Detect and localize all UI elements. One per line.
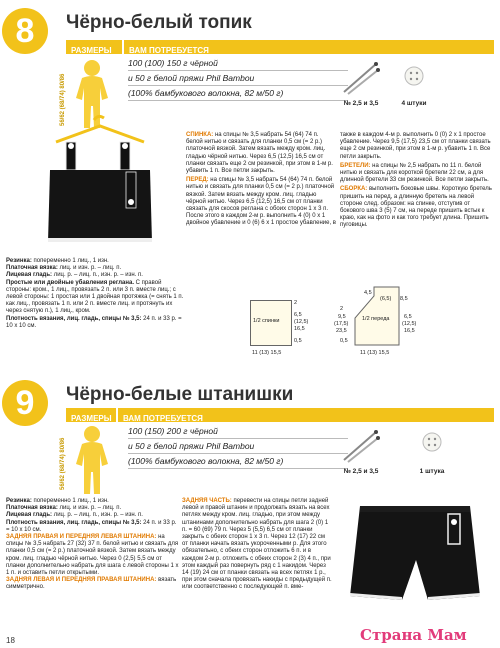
- material-line: 100 (100) 150 г чёрной: [128, 56, 348, 71]
- sizes-bar-9: [66, 408, 116, 422]
- front-bottom: 11 (13) 15,5: [360, 350, 390, 356]
- sizes-label-8: РАЗМЕРЫ: [71, 46, 112, 55]
- section-title-8: Чёрно-белый топик: [66, 12, 252, 33]
- buttons-caption-8: 4 штуки: [401, 100, 427, 107]
- sizes-side-label-9: 56/62 (68/74) 80/86: [60, 437, 66, 490]
- front-top-val: 4,5: [364, 290, 372, 296]
- front-right-val: (12,5): [402, 321, 417, 327]
- schematic-8: [250, 286, 430, 366]
- back-val: 6,5: [294, 312, 302, 318]
- child-silhouette-icon: [64, 424, 114, 496]
- paragraph: также в каждом 4-м р. выполнить 0 (0) 2 х 1 простое убавление. Через 9,5 (17,5) 23,5 см от планки связать еще 2 см резинкой, при этом в 1-м р. убавить 1 п. Все петли закрыть.: [340, 132, 491, 160]
- back-val: 0,5: [294, 338, 302, 344]
- knitting-needles-icon: [340, 60, 380, 96]
- spec-line: Плотность вязания, лиц. гладь, спицы № 3,5: 24 п. и 33 р. = 10 х 10 см.: [6, 519, 177, 533]
- section-title-9: Чёрно-белые штанишки: [66, 384, 294, 405]
- material-line: (100% бамбукового волокна, 82 м/50 г): [128, 454, 348, 469]
- back-val: (12,5): [294, 319, 309, 325]
- spec-line: Платочная вязка: лиц. и изн. р. – лиц. п.: [6, 505, 122, 512]
- front-top-val: (6,5): [380, 296, 392, 302]
- material-line: и 50 г белой пряжи Phil Bambou: [128, 439, 348, 454]
- spec-line: Простые или двойные убавления реглана. С правой стороны: кром., 1 лиц., провязать 2 п. или 3 п. вместе лиц.; с левой стороны: 1 простая или 1 двойная протяжка (= снять 1 п. как лиц., провязать 1 п. или 2 п. вместе лиц. и протянуть их через снятую п.), 1 лиц., кром.: [6, 279, 184, 315]
- paragraph: ЗАДНЯЯ ЛЕВАЯ И ПЕРЕДНЯЯ ПРАВАЯ ШТАНИНА: вязать симметрично.: [6, 577, 177, 591]
- right-column-8: [340, 132, 494, 230]
- section-number-8: 8: [2, 8, 48, 54]
- back-schema-label: 1/2 спинки: [253, 318, 280, 324]
- paragraph: БРЕТЕЛИ: на спицы № 2,5 набрать по 11 п. белой нитью и связать для короткой бретели 22 см, а для длинной бретели 33 см резинкой. Все петли закрыть.: [340, 162, 489, 184]
- front-side-val: 0,5: [340, 338, 348, 344]
- spec-line: Резинка: попеременно 1 лиц., 1 изн.: [6, 498, 109, 504]
- need-label-9: ВАМ ПОТРЕБУЕТСЯ: [123, 414, 203, 423]
- material-line: и 50 г белой пряжи Phil Bambou: [128, 71, 348, 86]
- paragraph: ЗАДНЯЯ ПРАВАЯ И ПЕРЕДНЯЯ ЛЕВАЯ ШТАНИНА: на спицы № 3,5 набрать 27 (32) 37 п. белой нитью и связать для планки 0,5 см (= 2 р.) платочной вязкой. Затем вязать между кром. лиц. гладью чёрной нитью. Через 0 (2,5) 5,5 см от планки дополнительно набрать для шага с левой стороны 1 х 1 п. и оставить петли открытыми.: [6, 534, 179, 577]
- paragraph: ПЕРЕД: на спицы № 3,5 набрать 54 (64) 74 п. белой нитью и связать для планки 0,5 см (= 2 р.) платочной вязкой. Затем вязать между кром. лиц. гладью чёрной нитью. Через 6,5 (12,5) 16,5 см от планки связать для скосов реглана с обоих сторон 1 х 3 п. После этого в каждом 2-м р. выполнить 4 (0) 0 х 1 двойное убавление и 0 (6) 6 х 1 простое убавление, в: [186, 177, 336, 227]
- buttons-caption-9: 1 штука: [419, 468, 445, 475]
- spec-line: Лицевая гладь: лиц. р. – лиц. п., изн. р. – изн. п.: [6, 512, 143, 519]
- left-column-9: [6, 498, 180, 592]
- sizes-side-label-8: 56/62 (68/74) 80/86: [60, 73, 66, 126]
- button-icon: [422, 432, 442, 452]
- need-bar-9: [118, 408, 494, 422]
- sizes-label-9: РАЗМЕРЫ: [71, 414, 112, 423]
- left-column-8: [6, 258, 184, 330]
- front-side-val: 23,5: [336, 328, 347, 334]
- front-side-val: (17,5): [334, 321, 349, 327]
- front-schema-label: 1/2 переда: [362, 316, 390, 322]
- top-garment-photo: [36, 112, 166, 252]
- paragraph: СБОРКА: выполнить боковые швы. Короткую бретель пришить на перед, а длинную бретель на левой стороне след. образом: на спинке, отступив от бокового шва 3 (5) 7 см, на переде пришить встык к краю, как на фото и как того требует длина. Пришить пуговицы.: [340, 186, 492, 229]
- paragraph: СПИНКА: на спицы № 3,5 набрать 54 (64) 74 п. белой нитью и связать для планки 0,5 см (= 2 р.) платочной вязкой. Затем вязать между кром. лиц. гладью чёрной нитью. Через 6,5 (12,5) 16,5 см от планки связать еще 2 см резинкой, при этом в 1-м р. убавить 1 п. Все петли закрыть.: [186, 132, 333, 175]
- front-side-val: 2: [340, 306, 344, 312]
- spec-line: Плотность вязания, лиц. гладь, спицы № 3,5: 24 п. и 33 р. = 10 х 10 см.: [6, 315, 182, 329]
- front-right-val: 16,5: [404, 328, 415, 334]
- needles-caption-8: № 2,5 и 3,5: [343, 100, 379, 107]
- material-line: 100 (150) 200 г чёрной: [128, 424, 348, 439]
- spec-line: Платочная вязка: лиц. и изн. р. – лиц. п.: [6, 265, 122, 272]
- back-val: 2: [294, 300, 298, 306]
- back-val: 16,5: [294, 326, 305, 332]
- page-number: 18: [6, 636, 15, 645]
- materials-block-9: [128, 424, 348, 469]
- front-right-val: 6,5: [404, 314, 412, 320]
- section-number-9: 9: [2, 380, 48, 426]
- front-side-val: 9,5: [338, 314, 346, 320]
- material-line: (100% бамбукового волокна, 82 м/50 г): [128, 86, 348, 101]
- front-top-val: 8,5: [400, 296, 408, 302]
- needles-caption-9: № 2,5 и 3,5: [343, 468, 379, 475]
- need-bar-8: [124, 40, 494, 54]
- sizes-bar-8: [66, 40, 122, 54]
- spec-line: Лицевая гладь: лиц. р. – лиц. п., изн. р. – изн. п.: [6, 272, 143, 279]
- materials-block-8: [128, 56, 348, 101]
- shorts-garment-photo: [340, 500, 490, 610]
- knitting-needles-icon: [340, 428, 380, 464]
- back-bottom: 11 (13) 15,5: [252, 350, 282, 356]
- spec-line: Резинка: попеременно 1 лиц., 1 изн.: [6, 258, 109, 264]
- middle-column-9: ЗАДНЯЯ ЧАСТЬ: перевести на спицы петли задней левой и правой штанин и продолжать вязать на всех петлях между кром. лиц. гладью, при этом между штанинами дополнительно набрать для шага 2 (0) 1 п. = 60 (69) 79 п. Через 5 (5,5) 6,5 см от планки закрыть с обеих сторон 1 х 3 п. Через 12 (17) 22 см от планки начать вязать укороченными р. Для этого обязательно, с обеих сторон отложить 6 п. и в каждом 2-м р. отложить с обеих сторон 2 (3) 4 п., при этом каждый раз повернуть ряд с 1 накидом. Через 14 (19) 24 см от планки связать на всех петлях 1 р., при этом сначала провязать накиды с предыдущей п. или соответственно с последующей п. вме-: [182, 498, 332, 591]
- middle-column-8: [186, 132, 336, 228]
- button-icon: [404, 66, 424, 86]
- need-label-8: ВАМ ПОТРЕБУЕТСЯ: [129, 46, 209, 55]
- watermark: Страна Мам: [360, 626, 467, 644]
